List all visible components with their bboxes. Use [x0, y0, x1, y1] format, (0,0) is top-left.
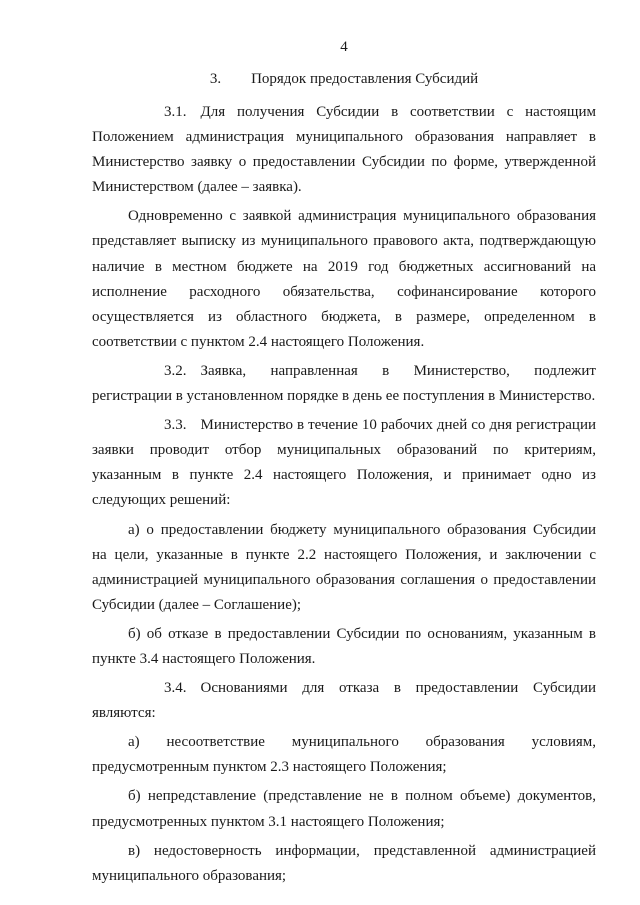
list-item-3-4-c	[92, 839, 596, 889]
paragraph-text: Основаниями для отказа в предоставлении Субсидии являются:	[92, 680, 596, 722]
paragraph-number: 3.1.	[164, 104, 187, 120]
paragraph-3-4	[92, 676, 596, 726]
list-item-3-3-b	[92, 622, 596, 672]
paragraph-3-2	[92, 359, 596, 409]
paragraph-text: Одновременно с заявкой администрация муниципального образования представляет выписку из муниципального правового акта, подтверждающую наличие в местном бюджете на 2019 год бюджетных ассигнований на исполнение расходного обязательства, софинансирование которого осуществляется из областного бюджета, в размере, определенном в соответствии с пунктом 2.4 настоящего Положения.	[92, 208, 596, 350]
paragraph-text: Министерство в течение 10 рабочих дней со дня регистрации заявки проводит отбор муниципальных образований по критериям, указанным в пункте 2.4 настоящего Положения, и принимает одно из следующих решений:	[92, 417, 596, 509]
paragraph-3-1-continued	[92, 204, 596, 355]
list-item-3-4-a	[92, 730, 596, 780]
paragraph-text: а) несоответствие муниципального образования условиям, предусмотренным пунктом 2.3 настоящего Положения;	[92, 734, 596, 776]
paragraph-number: 3.4.	[164, 680, 187, 697]
document-body	[92, 100, 596, 892]
section-title: Порядок предоставления Субсидий	[251, 71, 479, 87]
list-item-3-3-a	[92, 518, 596, 618]
paragraph-text: а) о предоставлении бюджету муниципального образования Субсидии на цели, указанные в пункте 2.2 настоящего Положения, и заключении с администрацией муниципального образования соглашения о предоставлении Субсидии (далее – Соглашение);	[92, 521, 596, 613]
paragraph-text: Заявка, направленная в Министерство, подлежит регистрации в установленном порядке в день ее поступления в Министерство.	[92, 362, 596, 405]
paragraph-text: Для получения Субсидии в соответствии с настоящим Положением администрация муниципального образования направляет в Министерство заявку о предоставлении Субсидии по форме, утвержденной Министерством (далее – заявка).	[92, 104, 596, 196]
page-number: 4	[340, 39, 348, 55]
section-number: 3.	[209, 71, 222, 87]
paragraph-3-3	[92, 413, 596, 513]
paragraph-text: б) непредставление (представление не в полном объеме) документов, предусмотренных пунктом 3.1 настоящего Положения;	[92, 788, 596, 830]
list-item-3-4-b	[92, 784, 596, 834]
paragraph-number: 3.2.	[164, 362, 187, 379]
section-heading	[92, 70, 596, 88]
paragraph-number: 3.3.	[164, 417, 187, 434]
paragraph-text: в) недостоверность информации, представленной администрацией муниципального образования;	[92, 842, 596, 884]
document-page	[92, 0, 596, 905]
paragraph-text: б) об отказе в предоставлении Субсидии по основаниям, указанным в пункте 3.4 настоящего Положения.	[92, 625, 596, 667]
paragraph-3-1	[92, 100, 596, 200]
